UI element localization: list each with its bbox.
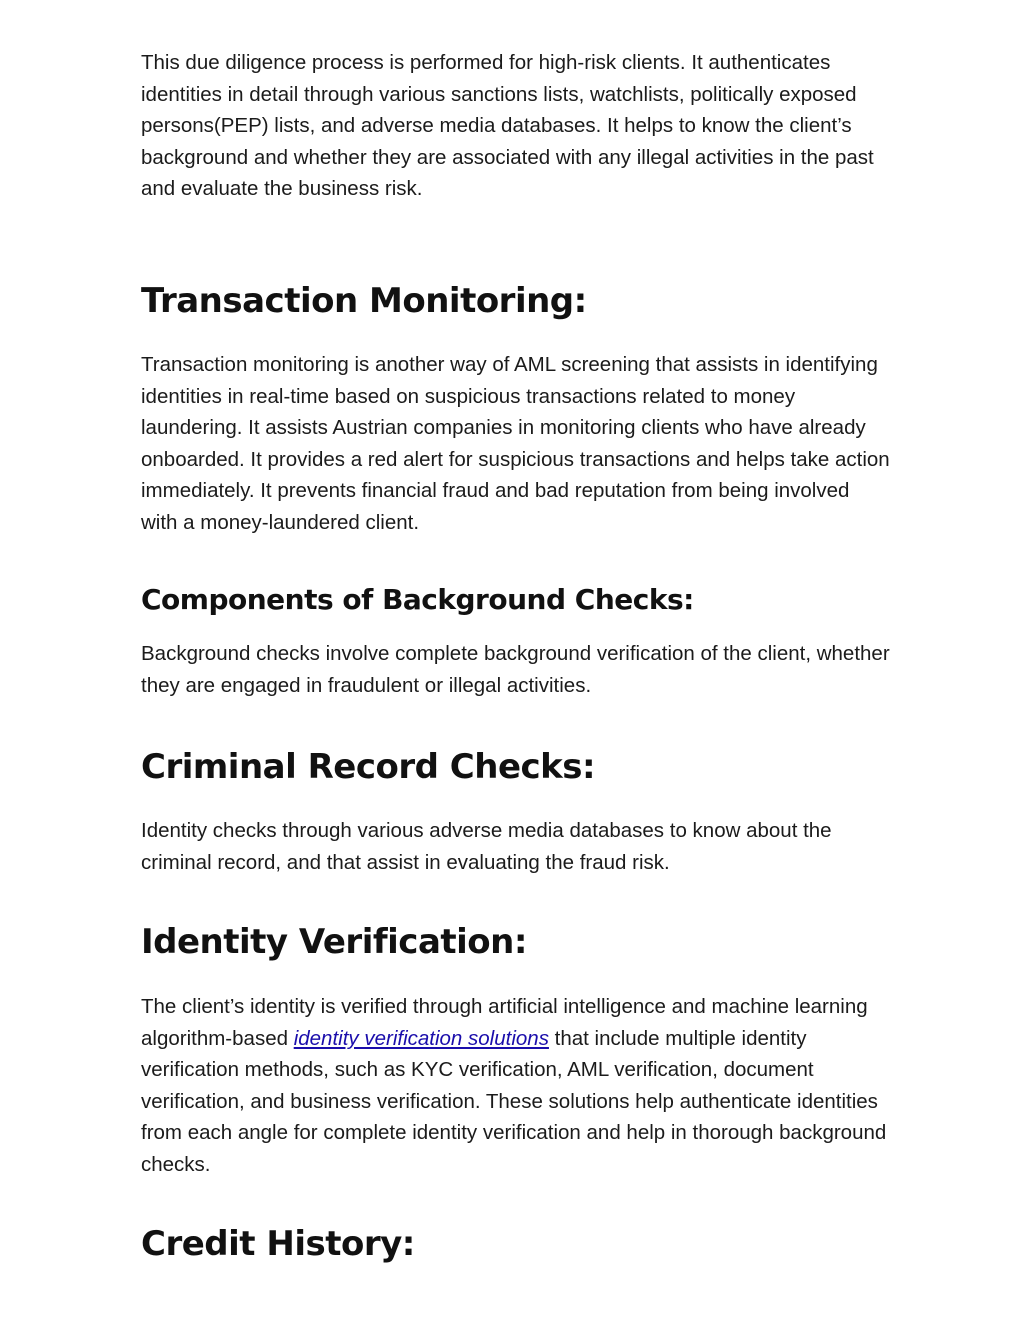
paragraph-text-before-link: The client’s identity is verified through artificial intelligence and machine learning algorithm-based xyxy=(141,995,868,1050)
paragraph-criminal-record-checks: Identity checks through various adverse media databases to know about the criminal record, and that assist in evaluating the fraud risk. xyxy=(141,819,832,874)
heading-components-background-checks: Components of Background Checks: xyxy=(141,583,694,616)
paragraph-text-after-link: that include multiple identity verification methods, such as KYC verification, AML verification, document verification, and business verification. These solutions help authenticate identities from each angle for complete identity verification and help in thorough background checks. xyxy=(141,1026,887,1176)
heading-identity-verification: Identity Verification: xyxy=(141,922,527,962)
heading-criminal-record-checks: Criminal Record Checks: xyxy=(141,747,596,787)
paragraph-identity-verification xyxy=(141,991,891,1181)
paragraph-components-background-checks: Background checks involve complete background verification of the client, whether they are engaged in fraudulent or illegal activities. xyxy=(141,642,890,697)
intro-paragraph: This due diligence process is performed for high-risk clients. It authenticates identities in detail through various sanctions lists, watchlists, politically exposed persons(PEP) lists, and adverse media databases. It helps to know the client’s background and whether they are associated with any illegal activities in the past and evaluate the business risk. xyxy=(141,51,874,201)
identity-verification-solutions-link[interactable]: identity verification solutions xyxy=(293,1026,549,1050)
paragraph-transaction-monitoring: Transaction monitoring is another way of AML screening that assists in identifying identities in real-time based on suspicious transactions related to money laundering. It assists Austrian companies in monitoring clients who have already onboarded. It provides a red alert for suspicious transactions and helps take action immediately. It prevents financial fraud and bad reputation from being involved with a money-laundered client. xyxy=(141,353,890,534)
heading-transaction-monitoring: Transaction Monitoring: xyxy=(141,281,587,321)
heading-credit-history: Credit History: xyxy=(141,1224,415,1264)
